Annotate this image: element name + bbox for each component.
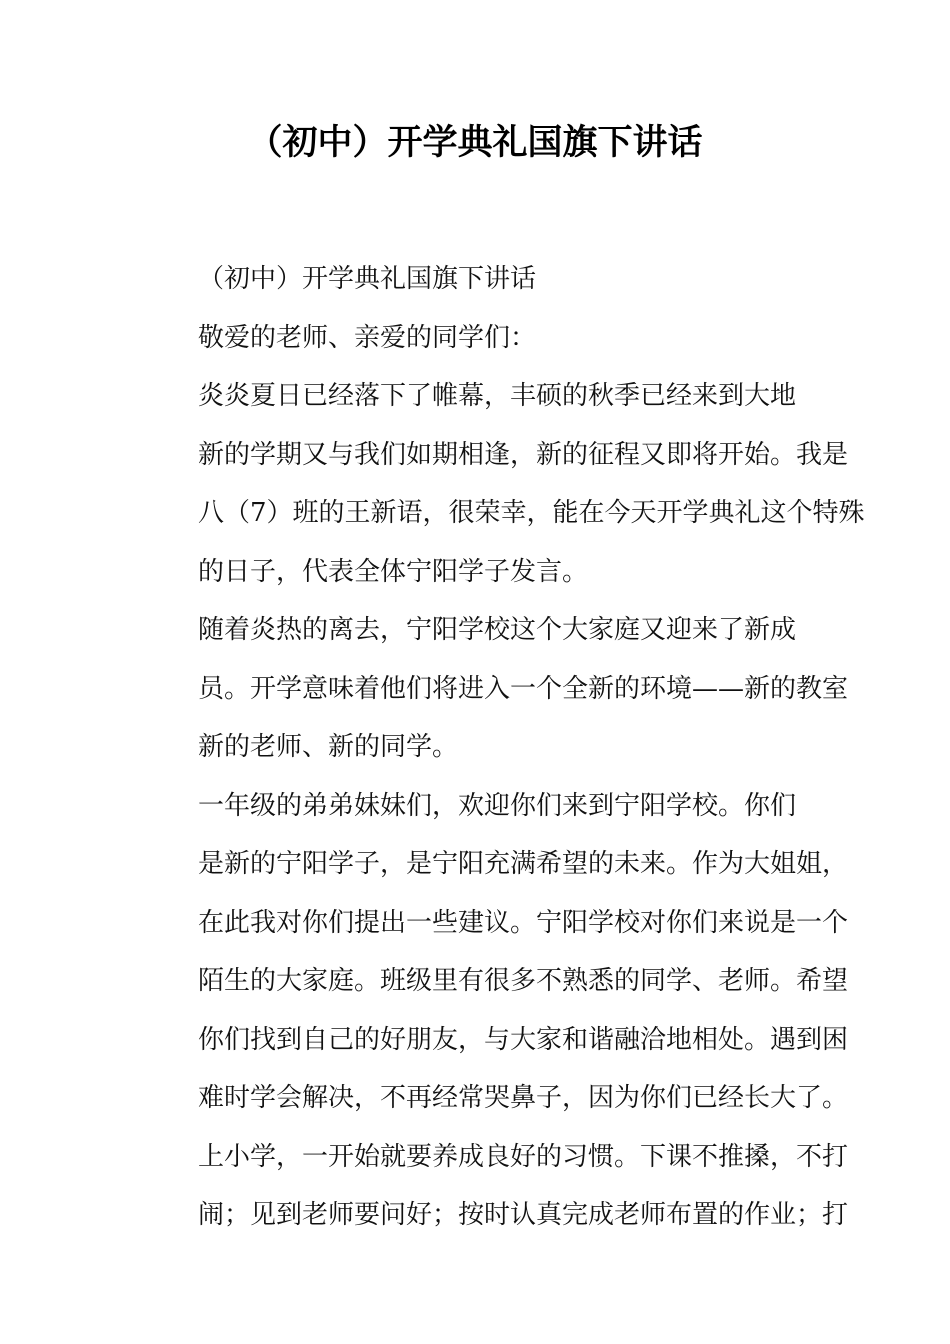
text-line: 敬爱的老师、亲爱的同学们： xyxy=(198,322,537,353)
text-line: 陌生的大家庭。班级里有很多不熟悉的同学、老师。希望 xyxy=(198,966,849,996)
document-body xyxy=(146,250,865,1245)
paragraph-advice xyxy=(146,777,849,1245)
paragraph-subtitle xyxy=(146,250,806,309)
text-line: 你们找到自己的好朋友，与大家和谐融洽地相处。遇到困 xyxy=(198,1024,849,1055)
text-line: 八（7）班的王新语，很荣幸，能在今天开学典礼这个特殊 xyxy=(198,498,865,528)
text-line: 的日子，代表全体宁阳学子发言。 xyxy=(198,556,589,587)
text-line: 炎炎夏日已经落下了帷幕，丰硕的秋季已经来到大地 xyxy=(198,381,797,411)
text-line: 新的老师、新的同学。 xyxy=(198,732,459,762)
text-line: 闹；见到老师要问好；按时认真完成老师布置的作业；打 xyxy=(198,1200,849,1230)
text-line: 在此我对你们提出一些建议。宁阳学校对你们来说是一个 xyxy=(198,907,849,938)
text-line: 新的学期又与我们如期相逢，新的征程又即将开始。我是 xyxy=(198,439,849,470)
text-line: 随着炎热的离去，宁阳学校这个大家庭又迎来了新成 xyxy=(198,615,797,645)
paragraph-salutation xyxy=(146,309,806,368)
text-line: 员。开学意味着他们将进入一个全新的环境——新的教室 xyxy=(198,673,849,704)
text-line: （初中）开学典礼国旗下讲话 xyxy=(198,264,537,294)
paragraph-new-members xyxy=(146,601,849,777)
paragraph-introduction xyxy=(146,367,865,601)
document-title: （初中）开学典礼国旗下讲话 xyxy=(247,123,703,163)
text-line: 是新的宁阳学子，是宁阳充满希望的未来。作为大姐姐， xyxy=(198,849,849,879)
text-line: 一年级的弟弟妹妹们，欢迎你们来到宁阳学校。你们 xyxy=(198,790,797,821)
text-line: 难时学会解决，不再经常哭鼻子，因为你们已经长大了。 xyxy=(198,1083,849,1113)
text-line: 上小学，一开始就要养成良好的习惯。下课不推搡，不打 xyxy=(198,1141,849,1172)
